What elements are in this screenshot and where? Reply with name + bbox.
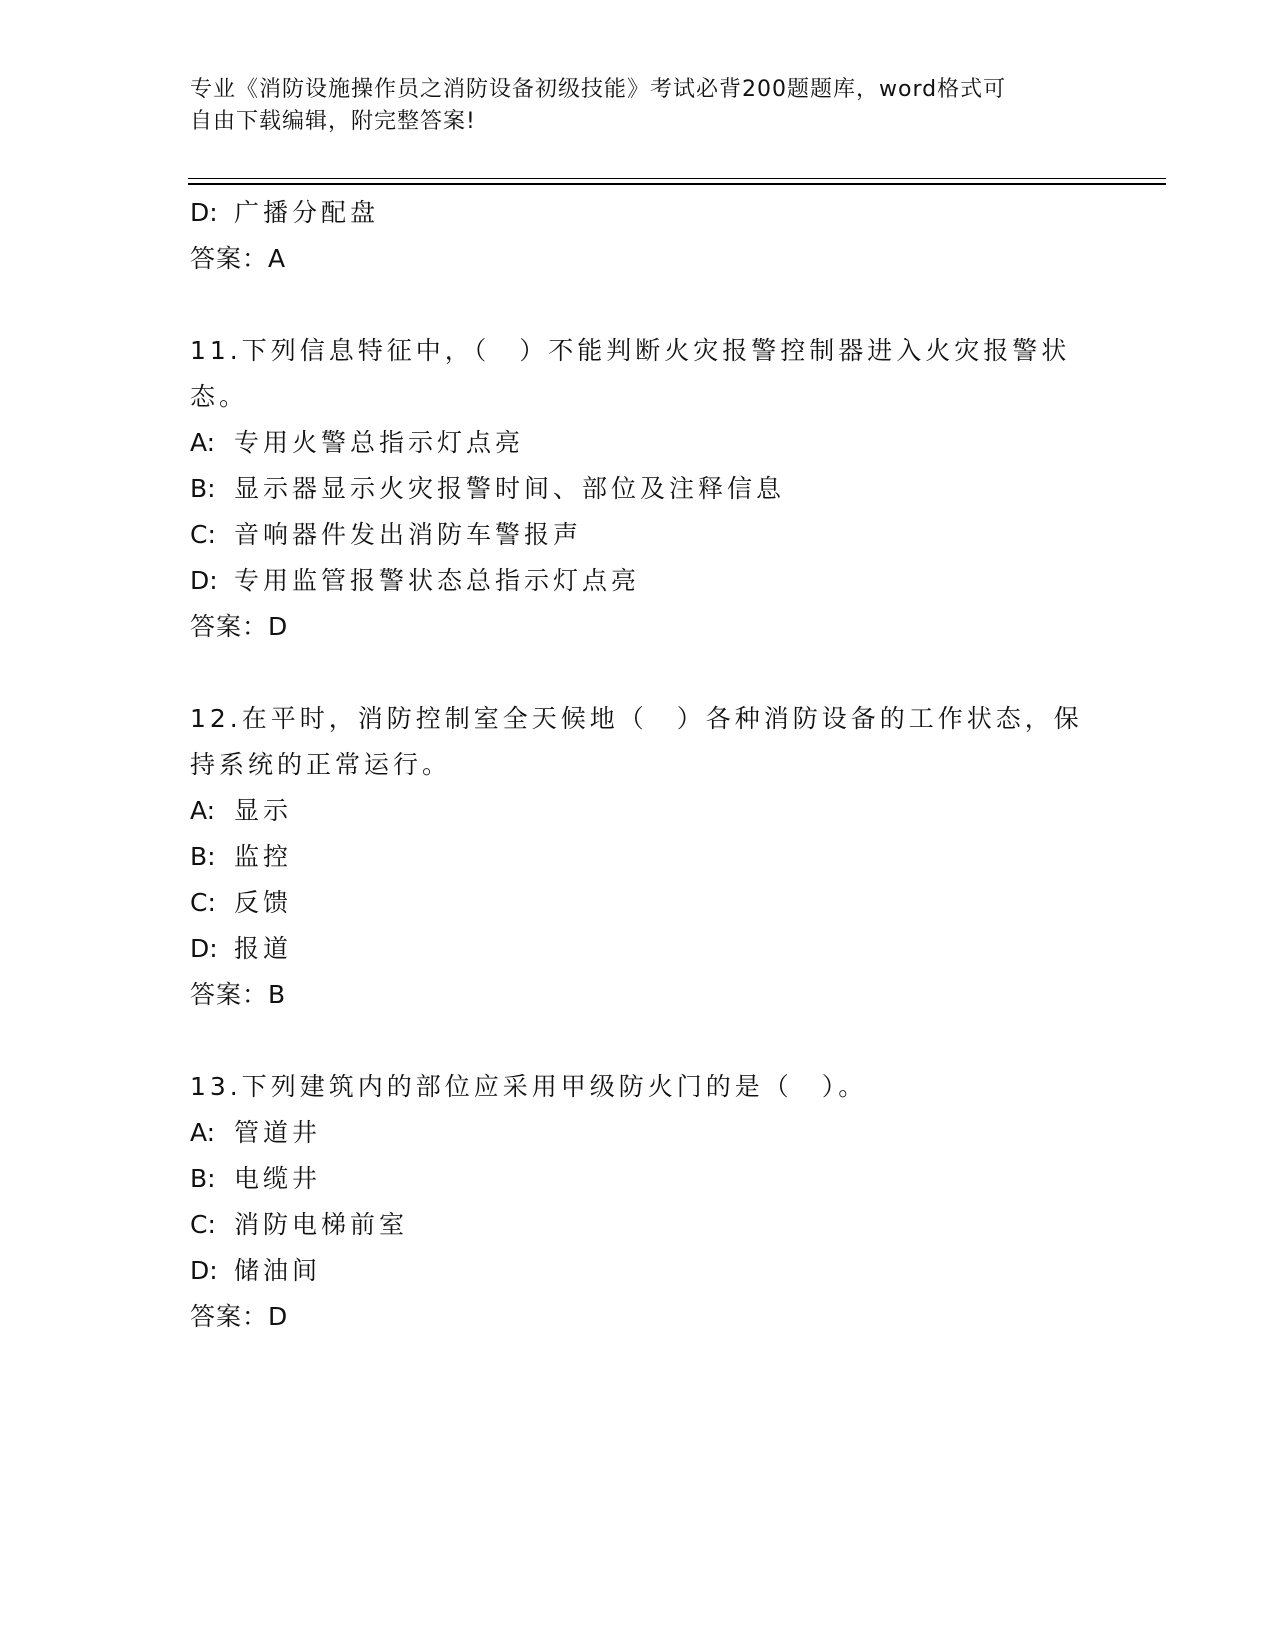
option-key: B: xyxy=(190,474,216,503)
option-key: D: xyxy=(190,198,218,227)
option-key: A: xyxy=(190,796,216,825)
option-text: 显示器显示火灾报警时间、部位及注释信息 xyxy=(234,474,786,503)
option-key: D: xyxy=(190,934,218,963)
question-stem: 11.下列信息特征中，（ ）不能判断火灾报警控制器进入火灾报警状 xyxy=(190,336,1071,365)
option-key: A: xyxy=(190,1118,216,1147)
option-c xyxy=(190,1202,1090,1248)
option-text: 广播分配盘 xyxy=(234,198,380,227)
header-line-1: 专业《消防设施操作员之消防设备初级技能》考试必背200题题库，word格式可 xyxy=(190,77,1007,102)
option-text: 报道 xyxy=(234,934,293,963)
option-d xyxy=(190,1248,1090,1294)
option-text: 消防电梯前室 xyxy=(234,1210,409,1239)
option-key: D: xyxy=(190,566,218,595)
spacer xyxy=(190,1018,1090,1064)
option-b xyxy=(190,1156,1090,1202)
option-c xyxy=(190,512,1090,558)
question-content xyxy=(190,190,1090,1340)
option-text: 专用火警总指示灯点亮 xyxy=(234,428,525,457)
option-a xyxy=(190,420,1090,466)
option-key: B: xyxy=(190,1164,216,1193)
option-b xyxy=(190,834,1090,880)
option-text: 管道井 xyxy=(234,1118,322,1147)
option-text: 音响器件发出消防车警报声 xyxy=(234,520,583,549)
header-line-2: 自由下载编辑，附完整答案! xyxy=(190,109,476,134)
answer-line: 答案：D xyxy=(190,1302,289,1331)
option-text: 专用监管报警状态总指示灯点亮 xyxy=(234,566,641,595)
option-a xyxy=(190,788,1090,834)
option-text: 监控 xyxy=(234,842,293,871)
option-d xyxy=(190,558,1090,604)
option-a xyxy=(190,1110,1090,1156)
spacer xyxy=(190,282,1090,328)
option-text: 电缆井 xyxy=(234,1164,322,1193)
option-text: 储油间 xyxy=(234,1256,322,1285)
answer-line: 答案：A xyxy=(190,244,287,273)
question-stem-continued: 持系统的正常运行。 xyxy=(190,750,452,779)
option-d xyxy=(190,190,1090,236)
option-text: 反馈 xyxy=(234,888,293,917)
option-c xyxy=(190,880,1090,926)
spacer xyxy=(190,650,1090,696)
question-13 xyxy=(190,1064,1090,1340)
option-b xyxy=(190,466,1090,512)
option-key: D: xyxy=(190,1256,218,1285)
question-stem-continued: 态。 xyxy=(190,382,249,411)
answer-line: 答案：D xyxy=(190,612,289,641)
header-divider-thin xyxy=(188,178,1166,179)
answer-line: 答案：B xyxy=(190,980,287,1009)
question-stem: 13.下列建筑内的部位应采用甲级防火门的是（ ）。 xyxy=(190,1072,868,1101)
option-text: 显示 xyxy=(234,796,293,825)
option-key: C: xyxy=(190,1210,216,1239)
option-key: C: xyxy=(190,520,216,549)
option-key: A: xyxy=(190,428,216,457)
option-key: C: xyxy=(190,888,216,917)
question-11 xyxy=(190,328,1090,650)
question-stem: 12.在平时，消防控制室全天候地（ ）各种消防设备的工作状态，保 xyxy=(190,704,1083,733)
option-key: B: xyxy=(190,842,216,871)
question-12 xyxy=(190,696,1090,1018)
header-divider-thick xyxy=(188,183,1166,185)
option-d xyxy=(190,926,1090,972)
document-header xyxy=(190,74,1090,138)
